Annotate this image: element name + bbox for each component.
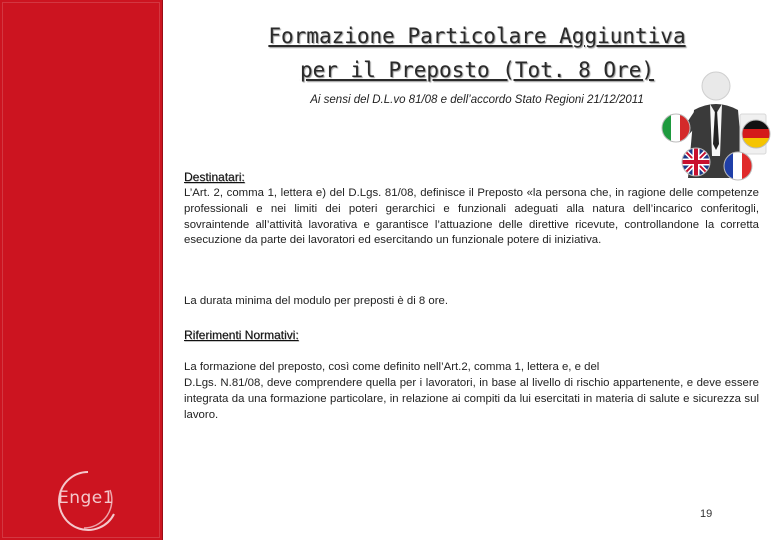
slide-title-line2: per il Preposto (Tot. 8 Ore)	[299, 58, 654, 82]
section-heading-destinatari: Destinatari:	[184, 170, 245, 184]
slide-subtitle: Ai sensi del D.L.vo 81/08 e dell’accordo Stato Regioni 21/12/2011	[310, 94, 644, 106]
red-sidebar	[0, 0, 163, 540]
uk-flag-icon	[682, 148, 710, 176]
durata-paragraph: La durata minima del modulo per preposti è di 8 ore.	[184, 295, 449, 307]
businessman-with-flags-icon	[660, 66, 772, 190]
page-number: 19	[700, 508, 713, 520]
logo-text: Enge1	[58, 488, 115, 508]
destinatari-paragraph: L’Art. 2, comma 1, lettera e) del D.Lgs. 81/08, definisce il Preposto «la persona che, in ragione delle competenze professionali e nei limiti dei poteri gerarchici e funzionali adeguati alla natura dell’incarico conferitogli, sovraintende all’attività lavorativa e garantisce l’attuazione delle direttive ricevute, controllandone la corretta esecuzione da parte dei lavoratori ed esercitando un funzionale potere di iniziativa.	[184, 187, 759, 247]
riferimenti-paragraph: D.Lgs. N.81/08, deve comprendere quella per i lavoratori, in base al livello di rischio appartenente, e deve essere integrata da una formazione particolare, in relazione ai compiti da lui esercitati in materia di salute e sicurezza sul lavoro.	[184, 377, 759, 421]
germany-flag-icon	[742, 120, 770, 148]
italy-flag-icon	[662, 114, 690, 142]
section-heading-riferimenti: Riferimenti Normativi:	[184, 328, 299, 342]
riferimenti-first-line: La formazione del preposto, così come definito nell’Art.2, comma 1, lettera e, e del	[184, 361, 600, 373]
slide-title-line1: Formazione Particolare Aggiuntiva	[268, 24, 686, 48]
france-flag-icon	[724, 152, 752, 180]
